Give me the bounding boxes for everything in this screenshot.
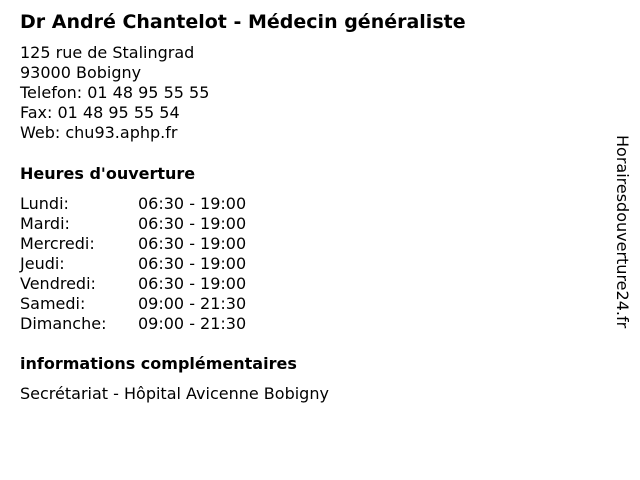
time-range: 06:30 - 19:00 (138, 274, 247, 293)
time-range: 09:00 - 21:30 (138, 294, 247, 313)
day-label: Dimanche: (20, 314, 107, 333)
hours-row-saturday (20, 294, 246, 314)
time-range: 06:30 - 19:00 (138, 234, 247, 253)
day-label: Jeudi: (20, 254, 65, 273)
hours-row-monday (20, 194, 246, 214)
time-range: 06:30 - 19:00 (138, 214, 247, 233)
day-label: Vendredi: (20, 274, 96, 293)
hours-row-friday (20, 274, 246, 294)
hours-row-tuesday (20, 214, 246, 234)
address-street: 125 rue de Stalingrad (20, 43, 195, 62)
day-label: Lundi: (20, 194, 69, 213)
page-title: Dr André Chantelot - Médecin généraliste (20, 11, 466, 33)
site-watermark: Horairesdouverture24.fr (613, 135, 632, 329)
additional-info-text: Secrétariat - Hôpital Avicenne Bobigny (20, 384, 329, 403)
time-range: 06:30 - 19:00 (138, 254, 247, 273)
website: Web: chu93.aphp.fr (20, 123, 178, 142)
additional-info-heading: informations complémentaires (20, 354, 297, 373)
fax-number: Fax: 01 48 95 55 54 (20, 103, 180, 122)
hours-row-sunday (20, 314, 246, 334)
day-label: Mercredi: (20, 234, 95, 253)
time-range: 09:00 - 21:30 (138, 314, 247, 333)
hours-row-wednesday (20, 234, 246, 254)
day-label: Samedi: (20, 294, 86, 313)
hours-row-thursday (20, 254, 246, 274)
phone-number: Telefon: 01 48 95 55 55 (20, 83, 210, 102)
time-range: 06:30 - 19:00 (138, 194, 247, 213)
opening-hours-table (20, 194, 246, 334)
contact-block (20, 43, 209, 143)
opening-hours-heading: Heures d'ouverture (20, 164, 196, 183)
day-label: Mardi: (20, 214, 70, 233)
address-city: 93000 Bobigny (20, 63, 142, 82)
